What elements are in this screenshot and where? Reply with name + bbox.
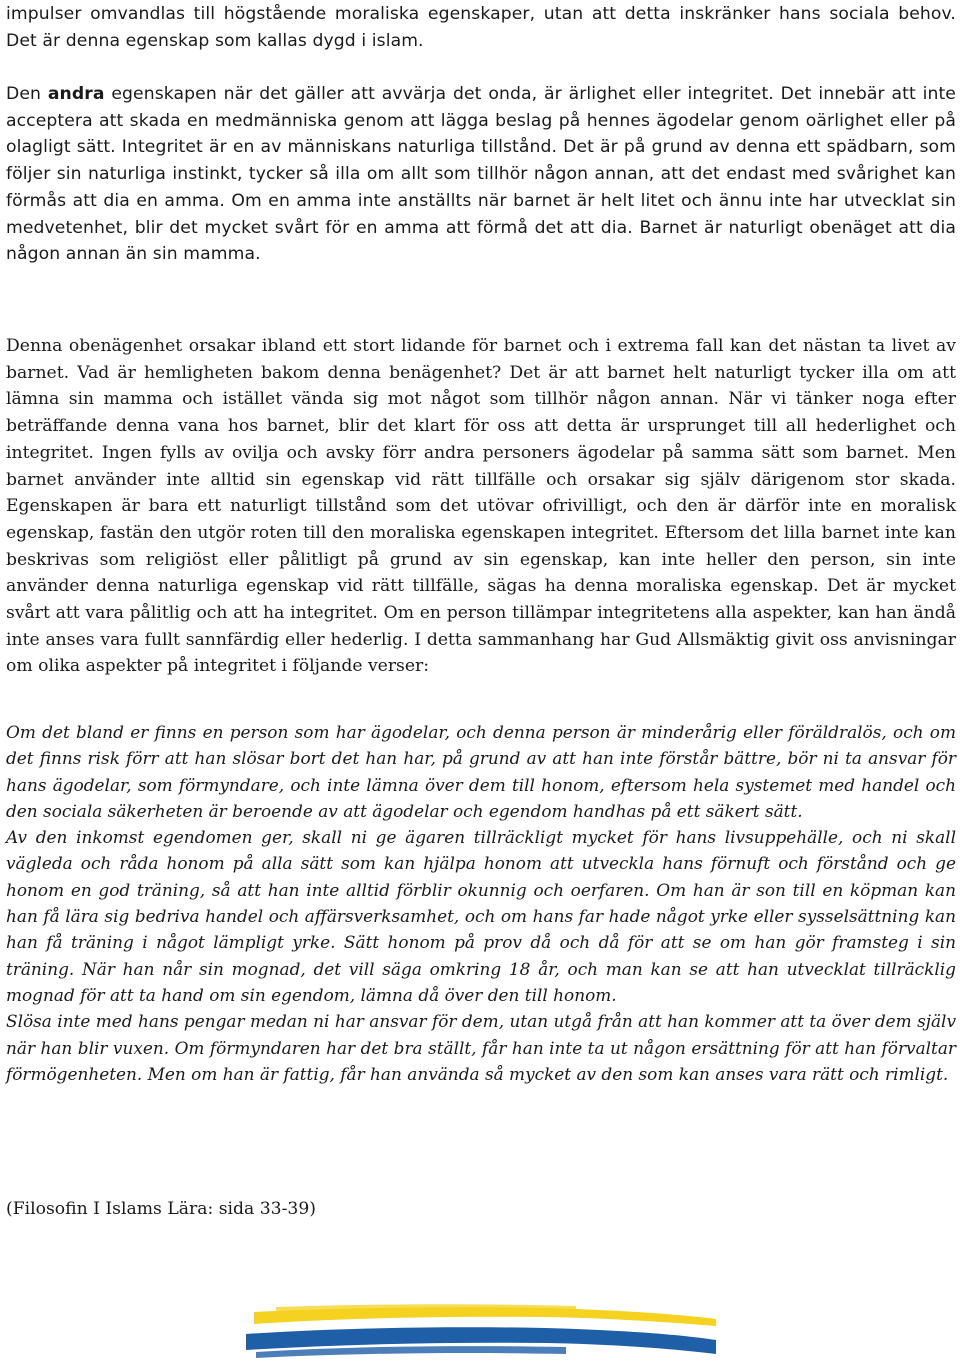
source-citation: (Filosofin I Islams Lära: sida 33-39) <box>6 1199 316 1219</box>
blue-stripe <box>246 1327 716 1358</box>
integrity-body: egenskapen när det gäller att avvärja det onda, är ärlighet eller integritet. Det innebär att inte acceptera att skada en medmänniska genom att lägga beslag på hennes ägodelar genom oärlighet eller på olagligt sätt. Integritet är en av människans naturliga tillstånd. Det är på grund av denna ett spädbarn, som följer sin naturliga instinkt, tycker så illa om allt som tillhör någon annan, att det endast med svårighet kan förmås att dia en amma. Om en amma inte anställts när barnet är helt litet och ännu inte har utvecklat sin medvetenhet, blir det mycket svårt för en amma att förmå det att dia. Barnet är naturligt obenäget att dia någon annan än sin mamma. <box>6 84 956 265</box>
verse-paragraph: Slösa inte med hans pengar medan ni har ansvar för dem, utan utgå från att han kommer att ta över dem själv när han blir vuxen. Om förmyndaren har det bra ställt, får han inte ta ut någon ersättning för att han förvaltar förmögenheten. Men om han är fattig, får han använda så mycket av den som kan anses vara rätt och rimligt. <box>6 1011 956 1084</box>
integrity-paragraph <box>6 81 956 268</box>
intro-paragraph <box>6 1 956 54</box>
quran-verses <box>6 719 956 1087</box>
yellow-stripe <box>254 1304 716 1326</box>
reluctance-paragraph: Denna obenägenhet orsakar ibland ett stort lidande för barnet och i extrema fall kan det nästan ta livet av barnet. Vad är hemligheten bakom denna benägenhet? Det är att barnet helt naturligt tycker illa om att lämna sin mamma och istället vända sig mot något som tillhör någon annan. När vi tänker noga efter beträffande denna vana hos barnet, blir det klart för oss att detta är ursprunget till all hederlighet och integritet. Ingen fylls av ovilja och avsky förr andra personers ägodelar på samma sätt som barnet. Men barnet använder inte alltid sin egenskap vid rätt tillfälle och orsakar sig själv därigenom stor skada. Egenskapen är bara ett naturligt tillstånd som det utövar ofrivilligt, och den är därför inte en moralisk egenskap, fastän den utgör roten till den moraliska egenskapen integritet. Eftersom det lilla barnet inte kan beskrivas som religiöst eller pålitligt på grund av sin egenskap, kan inte heller den person, sin inte använder denna naturliga egenskap vid rätt tillfälle, sägas ha denna moraliska egenskap. Det är mycket svårt att vara pålitlig och att ha integritet. Om en person tillämpar integritetens alla aspekter, kan han ändå inte anses vara fullt sannfärdig eller hederlig. I detta sammanhang har Gud Allsmäktig givit oss anvisningar om olika aspekter på integritet i följande verser: <box>6 336 956 677</box>
intro-line-2: Det är denna egenskap som kallas dygd i islam. <box>6 30 424 51</box>
integrity-lead: Den <box>6 84 48 104</box>
flag-stripes-logo <box>246 1304 718 1362</box>
intro-line-1: impulser omvandlas till högstående moraliska egenskaper, utan att detta inskränker hans sociala behov. <box>6 4 956 24</box>
integrity-emphasis: andra <box>47 84 105 104</box>
verse-paragraph: Av den inkomst egendomen ger, skall ni ge ägaren tillräckligt mycket för hans livsuppehälle, och ni skall vägleda och råda honom på alla sätt som kan hjälpa honom att utveckla hans förnuft och förstånd och ge honom en god träning, så att han inte alltid förblir okunnig och oerfaren. Om han är son till en köpman kan han få lära sig bedriva handel och affärsverksamhet, och om hans far hade något yrke eller sysselsättning kan han få träning i något lämpligt yrke. Sätt honom på prov då och då för att se om han gör framsteg i sin träning. När han når sin mognad, det vill säga omkring 18 år, och man kan se att han utvecklat tillräcklig mognad för att ta hand om sin egendom, lämna då över den till honom. <box>6 827 956 1005</box>
verse-paragraph: Om det bland er finns en person som har ägodelar, och denna person är minderårig eller föräldralös, och om det finns risk förr att han slösar bort det han har, på grund av att han inte förstår bättre, bör ni ta ansvar för hans ägodelar, som förmyndare, och inte lämna över dem till honom, eftersom hela systemet med handel och den sociala säkerheten är beroende av att ägodelar och egendom handhas på ett säkert sätt. <box>6 722 956 821</box>
